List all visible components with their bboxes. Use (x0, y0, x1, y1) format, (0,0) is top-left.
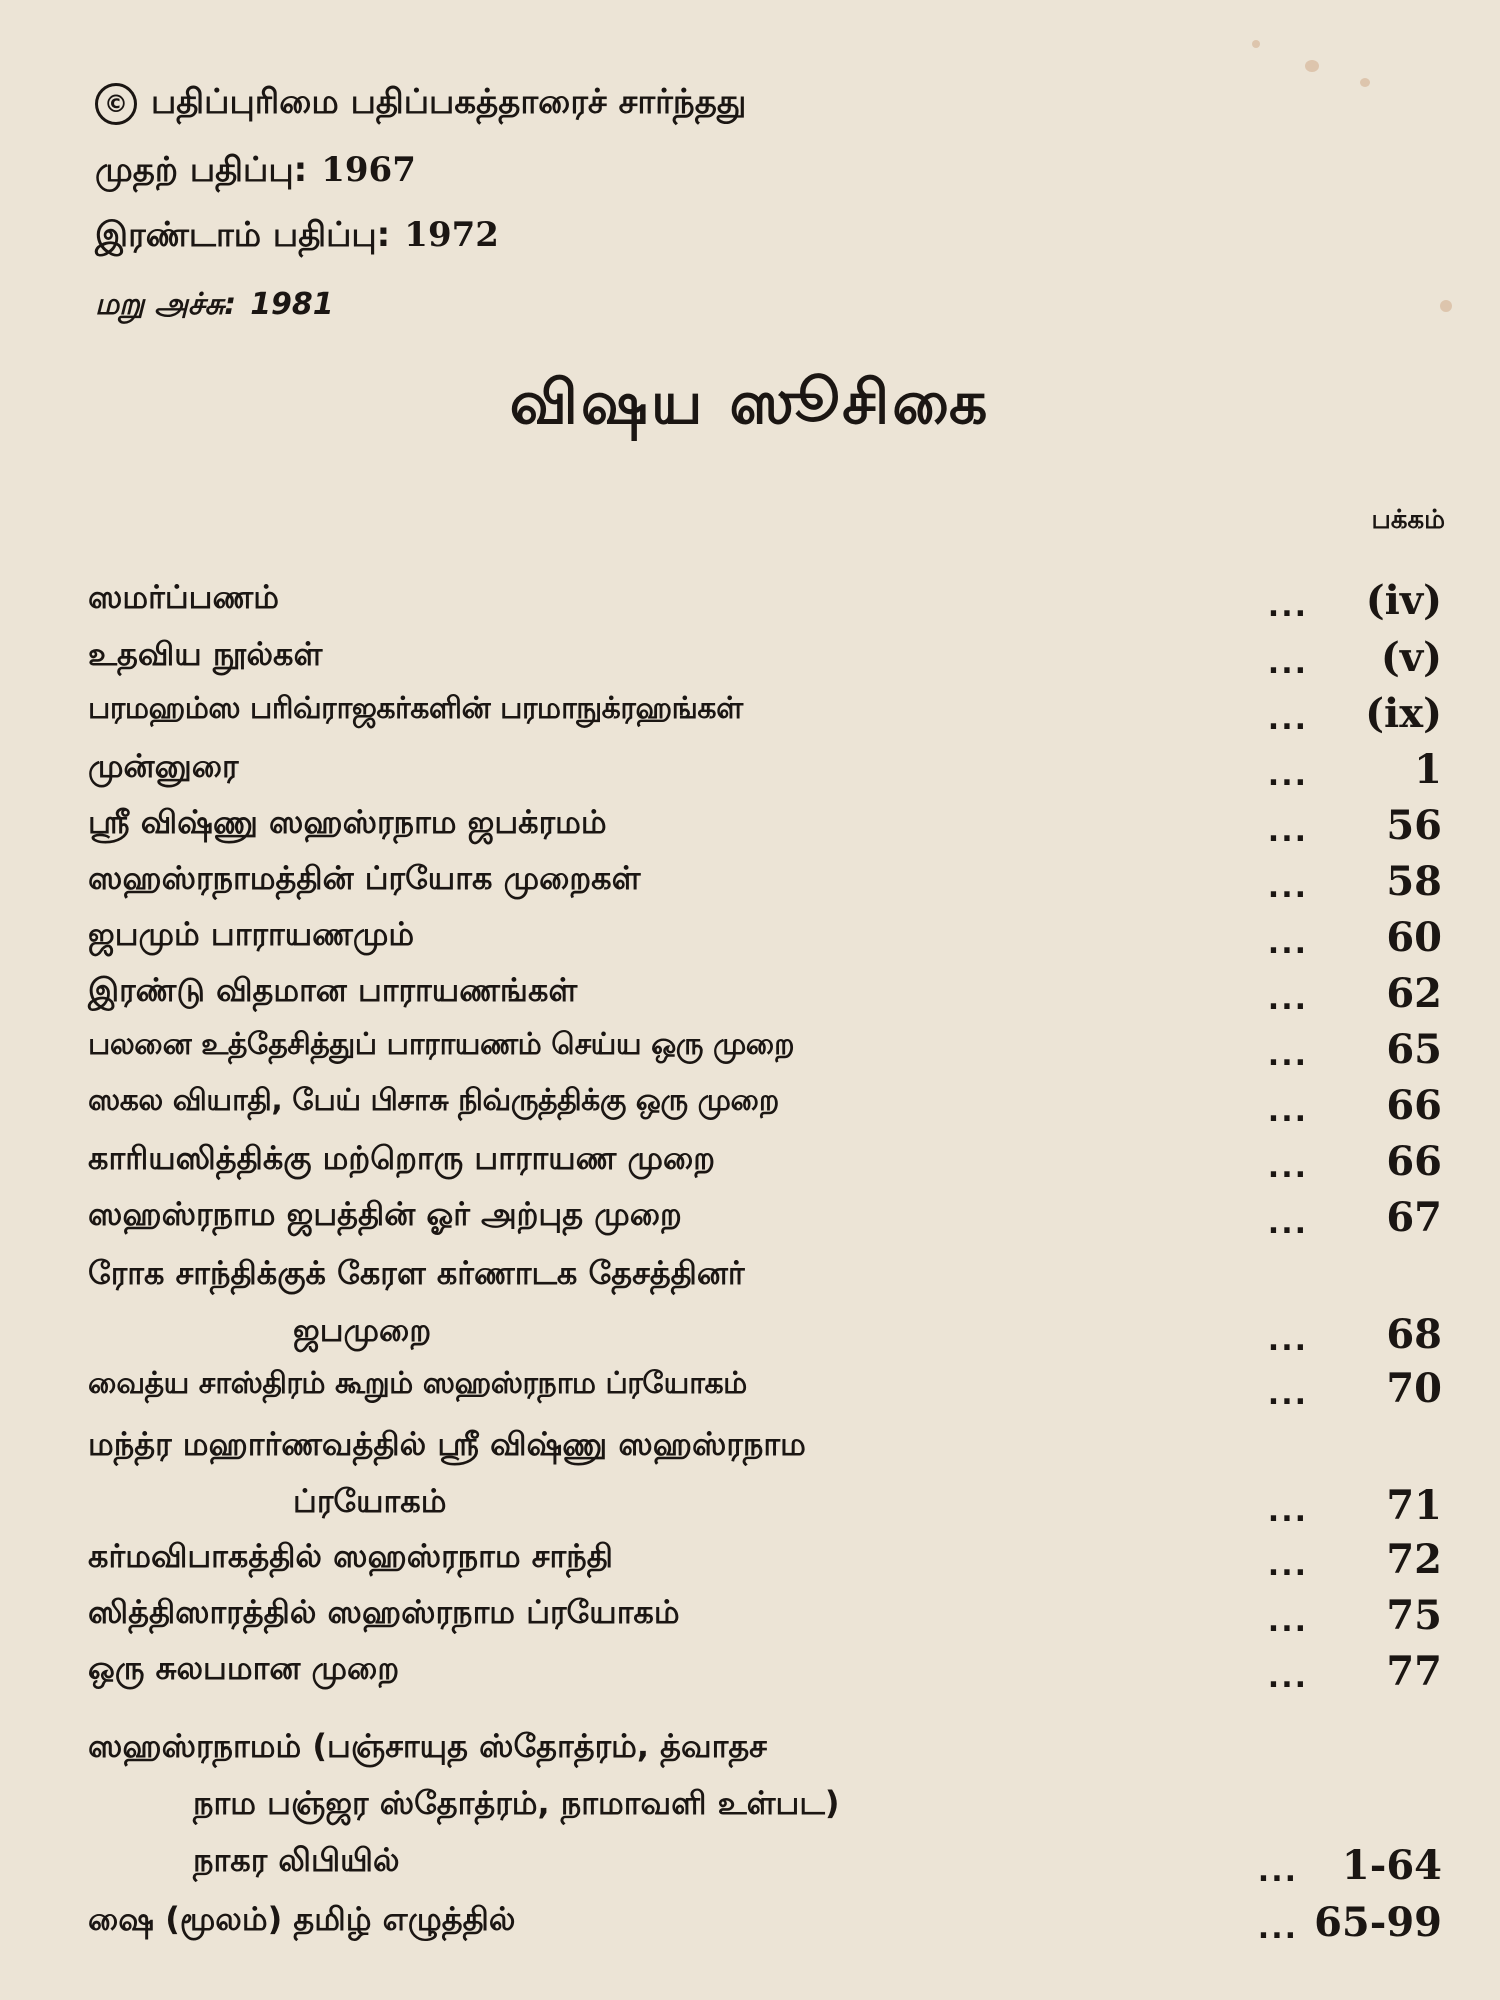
copyright-symbol: © (95, 83, 137, 125)
toc-entry-title: ஷை (மூலம்) தமிழ் எழுத்தில் (88, 1900, 516, 1938)
toc-entry-leader: ... (1267, 1494, 1308, 1529)
toc-entry-leader: ... (1267, 814, 1308, 849)
toc-entry-title: வைத்ய சாஸ்திரம் கூறும் ஸஹஸ்ரநாம ப்ரயோகம் (88, 1366, 747, 1401)
reprint-label: மறு அச்சு: (95, 287, 237, 322)
toc-entry-page: 60 (1386, 914, 1442, 961)
toc-entry (88, 1027, 1448, 1079)
paper-stain (1440, 300, 1452, 312)
toc-entry-leader: ... (1267, 1377, 1308, 1412)
toc-entry (88, 1366, 1448, 1418)
toc-entry-title: ஸ்ரீ விஷ்ணு ஸஹஸ்ரநாம ஜபக்ரமம் (88, 803, 607, 841)
toc-entry-page: 75 (1386, 1592, 1442, 1639)
toc-entry (88, 1425, 1448, 1535)
toc-entry-title: பரமஹம்ஸ பரிவ்ராஜகர்களின் பரமாநுக்ரஹங்கள் (88, 691, 743, 726)
toc-entry-page: (v) (1380, 634, 1442, 681)
toc-entry (88, 1537, 1448, 1589)
toc-entry-page: 71 (1386, 1482, 1442, 1529)
copyright-line (95, 82, 746, 126)
copyright-text: பதிப்புரிமை பதிப்பகத்தாரைச் சார்ந்தது (151, 82, 747, 122)
toc-entry-page: 70 (1386, 1365, 1442, 1412)
toc-entry (88, 1593, 1448, 1645)
toc-entry (88, 1139, 1448, 1191)
toc-entry-title: ஸித்திஸாரத்தில் ஸஹஸ்ரநாம ப்ரயோகம் (88, 1593, 680, 1631)
first-edition-line (95, 150, 416, 194)
toc-entry-title: ஸகல வியாதி, பேய் பிசாசு நிவ்ருத்திக்கு ஒரு முறை (88, 1083, 779, 1118)
toc-entry-title: உதவிய நூல்கள் (88, 635, 323, 673)
toc-entry-title: ரோக சாந்திக்குக் கேரள கர்ணாடக தேசத்தினர் (88, 1254, 745, 1292)
toc-entry-leader: ... (1257, 1911, 1298, 1946)
toc-entry-page: 68 (1386, 1311, 1442, 1358)
toc-entry-leader: ... (1267, 870, 1308, 905)
toc-entry (88, 859, 1448, 911)
toc-entry-title: ஸமர்ப்பணம் (88, 578, 279, 616)
toc-entry-title: இரண்டு விதமான பாராயணங்கள் (88, 971, 578, 1009)
toc-entry (88, 635, 1448, 687)
toc-entry-leader: ... (1267, 1094, 1308, 1129)
first-edition-year: 1967 (321, 150, 416, 190)
toc-entry-title: ஒரு சுலபமான முறை (88, 1649, 400, 1687)
toc-entry-page: 66 (1386, 1082, 1442, 1129)
toc-entry (88, 1900, 1448, 1952)
toc-entry-page: 67 (1386, 1194, 1442, 1241)
toc-entry-title: காரியஸித்திக்கு மற்றொரு பாராயண முறை (88, 1139, 716, 1177)
toc-entry-leader: ... (1267, 1150, 1308, 1185)
toc-entry (88, 1649, 1448, 1701)
toc-entry-title-continued: நாம பஞ்ஜர ஸ்தோத்ரம், நாமாவளி உள்பட) (193, 1784, 840, 1822)
first-edition-label: முதற் பதிப்பு: (95, 150, 308, 190)
toc-entry-title: பலனை உத்தேசித்துப் பாராயணம் செய்ய ஒரு முறை (88, 1027, 795, 1062)
second-edition-year: 1972 (404, 215, 499, 255)
reprint-year: 1981 (250, 287, 334, 322)
toc-entry-page: 1 (1414, 746, 1442, 793)
toc-entry (88, 803, 1448, 855)
toc-entry-leader: ... (1267, 702, 1308, 737)
paper-stain (1305, 60, 1319, 72)
toc-entry-page: 65-99 (1314, 1899, 1442, 1946)
toc-entry-leader: ... (1267, 1038, 1308, 1073)
toc-entry (88, 1727, 1448, 1895)
toc-entry-leader: ... (1267, 1323, 1308, 1358)
toc-entry-leader: ... (1267, 1548, 1308, 1583)
toc-entry-title: முன்னுரை (88, 747, 239, 785)
toc-entry-leader: ... (1267, 1206, 1308, 1241)
toc-entry-page: 77 (1386, 1648, 1442, 1695)
toc-entry-page: (iv) (1365, 577, 1442, 624)
toc-entry-page: 58 (1386, 858, 1442, 905)
toc-entry-leader: ... (1267, 1604, 1308, 1639)
toc-entry-page: (ix) (1365, 690, 1442, 737)
toc-entry (88, 691, 1448, 743)
toc-entry-title-continued: நாகர லிபியில் (193, 1841, 400, 1879)
toc-entry-title: ஸஹஸ்ரநாம ஜபத்தின் ஓர் அற்புத முறை (88, 1195, 682, 1233)
toc-entry-page: 65 (1386, 1026, 1442, 1073)
toc-entry (88, 1195, 1448, 1247)
paper-stain (1360, 78, 1370, 87)
toc-entry (88, 747, 1448, 799)
toc-entry-page: 72 (1386, 1536, 1442, 1583)
toc-entry-title: ஸஹஸ்ரநாமத்தின் ப்ரயோக முறைகள் (88, 859, 641, 897)
toc-entry-title: ஜபமும் பாராயணமும் (88, 915, 415, 953)
toc-entry-title: மந்த்ர மஹார்ணவத்தில் ஸ்ரீ விஷ்ணு ஸஹஸ்ரநாம (88, 1425, 806, 1463)
toc-entry-title-continued: ஜபமுறை (293, 1311, 432, 1349)
toc-entry (88, 971, 1448, 1023)
toc-entry-title-continued: ப்ரயோகம் (293, 1482, 447, 1520)
toc-entry-page: 1-64 (1341, 1842, 1442, 1889)
toc-entry-page: 66 (1386, 1138, 1442, 1185)
page-column-label: பக்கம் (1371, 505, 1445, 535)
second-edition-label: இரண்டாம் பதிப்பு: (95, 215, 391, 255)
paper-stain (1252, 40, 1260, 48)
toc-entry (88, 1083, 1448, 1135)
toc-entry-page: 56 (1386, 802, 1442, 849)
reprint-line (95, 287, 334, 326)
toc-entry-leader: ... (1267, 926, 1308, 961)
second-edition-line (95, 215, 499, 259)
toc-entry-leader: ... (1267, 758, 1308, 793)
toc-entry-leader: ... (1257, 1854, 1298, 1889)
toc-entry (88, 1254, 1448, 1364)
toc-entry (88, 578, 1448, 630)
toc-entry-leader: ... (1267, 1660, 1308, 1695)
toc-entry-title: கர்மவிபாகத்தில் ஸஹஸ்ரநாம சாந்தி (88, 1537, 613, 1575)
toc-entry-leader: ... (1267, 982, 1308, 1017)
contents-heading: விஷய ஸூசிகை (509, 368, 991, 438)
toc-entry-leader: ... (1267, 646, 1308, 681)
toc-entry-page: 62 (1386, 970, 1442, 1017)
toc-entry-title: ஸஹஸ்ரநாமம் (பஞ்சாயுத ஸ்தோத்ரம், த்வாதச (88, 1727, 767, 1765)
toc-entry-leader: ... (1267, 589, 1308, 624)
toc-entry (88, 915, 1448, 967)
